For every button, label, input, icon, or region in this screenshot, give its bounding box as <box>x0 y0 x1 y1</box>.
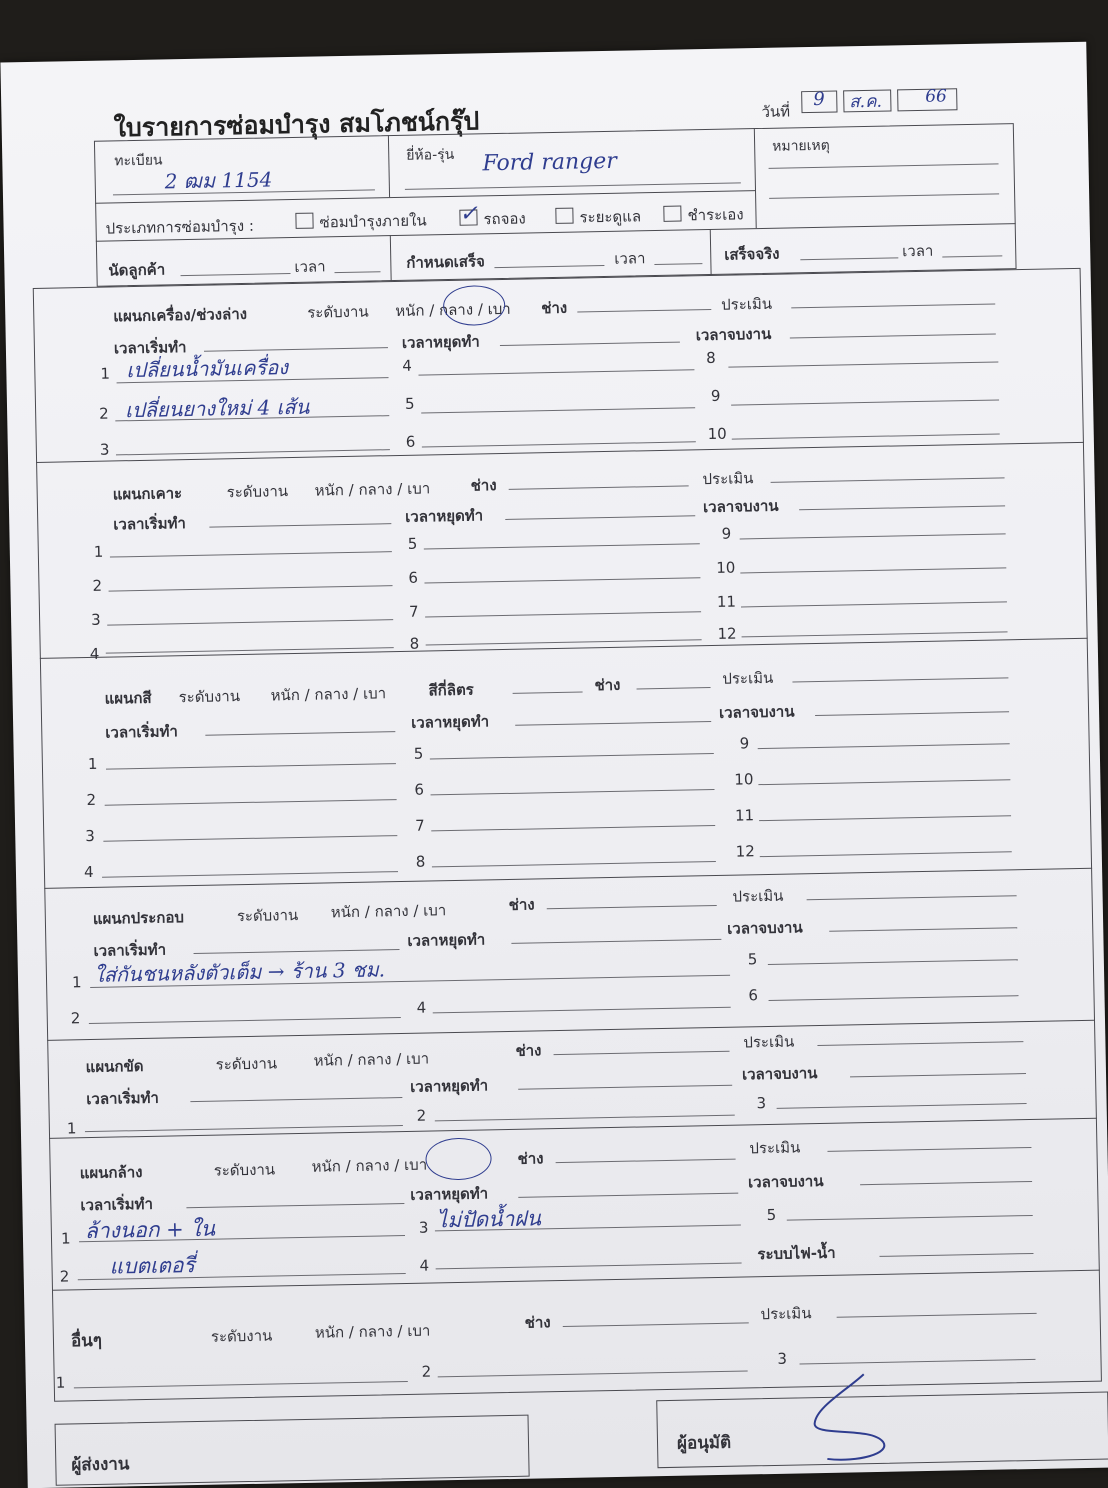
other-level-label: ระดับงาน <box>210 1326 273 1346</box>
wash-levels: หนัก / กลาง / เบา <box>311 1155 428 1176</box>
date-month: ส.ค. <box>849 91 883 113</box>
body-row-num: 9 <box>721 524 732 543</box>
polish-row-num: 1 <box>66 1119 77 1138</box>
wash-level-label: ระดับงาน <box>213 1160 276 1180</box>
paint-start-label: เวลาเริ่มทำ <box>105 722 179 742</box>
assembly-level-label: ระดับงาน <box>236 905 299 926</box>
paint-row-num: 10 <box>734 770 754 789</box>
assembly-end-label: เวลาจบงาน <box>727 918 803 938</box>
body-start-label: เวลาเริ่มทำ <box>113 514 187 534</box>
body-section-title: แผนกเคาะ <box>112 484 183 504</box>
body-row-num: 7 <box>408 602 419 621</box>
polish-start-label: เวลาเริ่มทำ <box>86 1088 160 1109</box>
body-stop-label: เวลาหยุดทำ <box>405 506 484 526</box>
paint-row-num: 11 <box>734 806 755 825</box>
engine-row-num: 2 <box>98 404 109 423</box>
wash-eval-label: ประเมิน <box>749 1138 801 1158</box>
body-eval-label: ประเมิน <box>702 469 754 489</box>
assembly-row-num: 1 <box>71 973 82 992</box>
check-mark: ✓ <box>459 201 479 227</box>
appointment-time-label: เวลา <box>294 257 326 276</box>
wash-item-1: ล้างนอก + ใน <box>84 1216 216 1244</box>
paint-row-num: 1 <box>87 754 98 774</box>
polish-section-title: แผนกขัด <box>85 1056 144 1077</box>
engine-row-num: 5 <box>404 394 415 413</box>
assembly-row-num: 2 <box>70 1009 81 1028</box>
paint-section-title: แผนกสี <box>104 688 152 708</box>
engine-level-label: ระดับงาน <box>307 302 369 322</box>
polish-level-label: ระดับงาน <box>215 1054 278 1074</box>
body-row-num: 4 <box>89 644 100 663</box>
repair-type-checkbox-3[interactable] <box>555 208 573 224</box>
paint-row-num: 3 <box>85 826 95 846</box>
due-label: กำหนดเสร็จ <box>406 252 486 272</box>
approver-label: ผู้อนุมัติ <box>676 1432 732 1454</box>
date-label: วันที่ <box>761 102 791 121</box>
brand-label: ยี่ห้อ-รุ่น <box>406 146 455 164</box>
appointment-label: นัดลูกค้า <box>108 260 166 280</box>
paint-row-num: 9 <box>739 734 750 753</box>
wash-stop-label: เวลาหยุดทำ <box>410 1184 489 1204</box>
header-frame <box>94 123 1017 287</box>
assembly-row-num: 6 <box>748 986 759 1005</box>
repair-type-option-4: ชำระเอง <box>687 205 744 225</box>
note-label: หมายเหตุ <box>772 137 830 155</box>
wash-tech-label: ช่าง <box>517 1149 544 1168</box>
other-tech-label: ช่าง <box>524 1313 551 1332</box>
other-levels: หนัก / กลาง / เบา <box>314 1321 431 1342</box>
repair-type-option-3: ระยะดูแล <box>579 207 642 227</box>
wash-start-label: เวลาเริ่มทำ <box>80 1194 154 1215</box>
wash-row-num: 2 <box>59 1267 70 1286</box>
assembly-tech-label: ช่าง <box>508 895 535 914</box>
engine-row-num: 9 <box>710 386 721 405</box>
paint-row-num: 6 <box>414 780 425 799</box>
body-row-num: 11 <box>716 592 737 611</box>
assembly-eval-label: ประเมิน <box>732 886 784 906</box>
approver-signature <box>786 1365 908 1471</box>
assembly-levels: หนัก / กลาง / เบา <box>330 901 447 922</box>
wash-row-num: 1 <box>60 1229 71 1248</box>
engine-row-num: 4 <box>402 356 413 375</box>
body-levels: หนัก / กลาง / เบา <box>314 479 431 500</box>
engine-row-num: 1 <box>100 364 111 383</box>
assembly-row-num: 5 <box>747 950 758 969</box>
assembly-item-1: ใส่กันชนหลังตัวเต็ม → ร้าน 3 ชม. <box>93 957 386 987</box>
form-title: ใบรายการซ่อมบำรุง สมโภชน์กรุ๊ป <box>113 106 480 143</box>
assembly-stop-label: เวลาหยุดทำ <box>407 930 486 950</box>
body-row-num: 12 <box>717 624 737 643</box>
paint-row-num: 4 <box>83 862 94 882</box>
paint-levels: หนัก / กลาง / เบา <box>270 684 387 705</box>
wash-utility-label: ระบบไฟ-น้ำ <box>757 1243 836 1264</box>
plate-value: 2 ฒม 1154 <box>164 167 273 194</box>
engine-tech-label: ช่าง <box>541 298 568 318</box>
engine-eval-label: ประเมิน <box>721 294 773 314</box>
paint-row-num: 2 <box>86 790 97 810</box>
body-row-num: 3 <box>90 610 101 629</box>
wash-row-num: 5 <box>766 1205 777 1225</box>
other-section-title: อื่นๆ <box>70 1330 103 1352</box>
polish-stop-label: เวลาหยุดทำ <box>409 1076 489 1096</box>
wash-row-num: 3 <box>418 1218 429 1237</box>
paint-row-num: 8 <box>415 852 426 871</box>
paint-level-label: ระดับงาน <box>178 687 241 707</box>
body-level-label: ระดับงาน <box>226 482 289 502</box>
engine-section-title: แผนกเครื่อง/ช่วงล่าง <box>113 304 248 326</box>
assembly-start-label: เวลาเริ่มทำ <box>93 940 167 960</box>
engine-row-num: 8 <box>706 348 716 368</box>
polish-eval-label: ประเมิน <box>743 1032 795 1052</box>
repair-type-checkbox-4[interactable] <box>663 206 681 222</box>
body-row-num: 1 <box>93 542 104 561</box>
engine-row-num: 3 <box>99 440 110 459</box>
other-row-num: 1 <box>55 1373 66 1392</box>
repair-type-option-1: ซ่อมบำรุงภายใน <box>319 211 427 232</box>
paint-tech-label: ช่าง <box>594 675 621 695</box>
engine-start-label: เวลาเริ่มทำ <box>113 338 187 358</box>
paint-end-label: เวลาจบงาน <box>718 702 795 722</box>
polish-end-label: เวลาจบงาน <box>741 1064 818 1084</box>
body-row-num: 2 <box>92 576 103 595</box>
engine-stop-label: เวลาหยุดทำ <box>401 332 480 352</box>
done-label: เสร็จจริง <box>724 244 780 264</box>
repair-form-sheet <box>0 42 1108 1488</box>
wash-section-title: แผนกล้าง <box>79 1163 143 1183</box>
other-row-num: 3 <box>777 1349 788 1368</box>
body-row-num: 10 <box>716 558 736 577</box>
date-year: 66 <box>925 86 948 107</box>
engine-row-num: 10 <box>707 424 727 444</box>
wash-item-2: แบตเตอรี่ <box>109 1253 195 1279</box>
repair-type-checkbox-1[interactable] <box>295 213 313 229</box>
assembly-section-title: แผนกประกอบ <box>92 908 185 928</box>
repair-type-label: ประเภทการซ่อมบำรุง : <box>105 216 255 238</box>
wash-row-num: 4 <box>419 1256 430 1275</box>
done-time-label: เวลา <box>902 241 934 261</box>
due-time-label: เวลา <box>614 249 646 268</box>
paint-row-num: 12 <box>735 842 755 861</box>
body-row-num: 8 <box>409 634 420 653</box>
body-row-num: 5 <box>407 534 418 553</box>
paint-stop-label: เวลาหยุดทำ <box>410 712 490 732</box>
engine-levels: หนัก / กลาง / เบา <box>395 299 511 321</box>
polish-row-num: 3 <box>756 1094 767 1113</box>
wash-end-label: เวลาจบงาน <box>747 1171 824 1192</box>
engine-row-num: 6 <box>405 432 416 451</box>
assembly-row-num: 4 <box>416 998 427 1017</box>
polish-levels: หนัก / กลาง / เบา <box>313 1049 430 1070</box>
engine-item-1: เปลี่ยนน้ำมันเครื่อง <box>126 355 289 383</box>
brand-value: Ford ranger <box>482 148 617 177</box>
polish-tech-label: ช่าง <box>515 1041 542 1060</box>
body-row-num: 6 <box>408 568 419 587</box>
body-tech-label: ช่าง <box>470 476 497 495</box>
body-end-label: เวลาจบงาน <box>702 496 779 517</box>
paint-row-num: 7 <box>414 816 425 835</box>
other-eval-label: ประเมิน <box>760 1304 812 1324</box>
paint-row-num: 5 <box>413 744 424 763</box>
date-day: 9 <box>813 88 825 110</box>
engine-end-label: เวลาจบงาน <box>695 324 772 345</box>
plate-label: ทะเบียน <box>114 152 163 170</box>
engine-item-2: เปลี่ยนยางใหม่ 4 เส้น <box>124 394 310 423</box>
polish-row-num: 2 <box>416 1106 427 1125</box>
wash-item-3: ไม่ปัดน้ำฝน <box>436 1206 542 1233</box>
repair-type-option-2: รถจอง <box>483 209 526 229</box>
sender-label: ผู้ส่งงาน <box>71 1454 130 1476</box>
other-row-num: 2 <box>421 1362 432 1381</box>
paint-eval-label: ประเมิน <box>722 668 774 688</box>
paint-liters-label: สีกี่ลิตร <box>428 680 474 700</box>
